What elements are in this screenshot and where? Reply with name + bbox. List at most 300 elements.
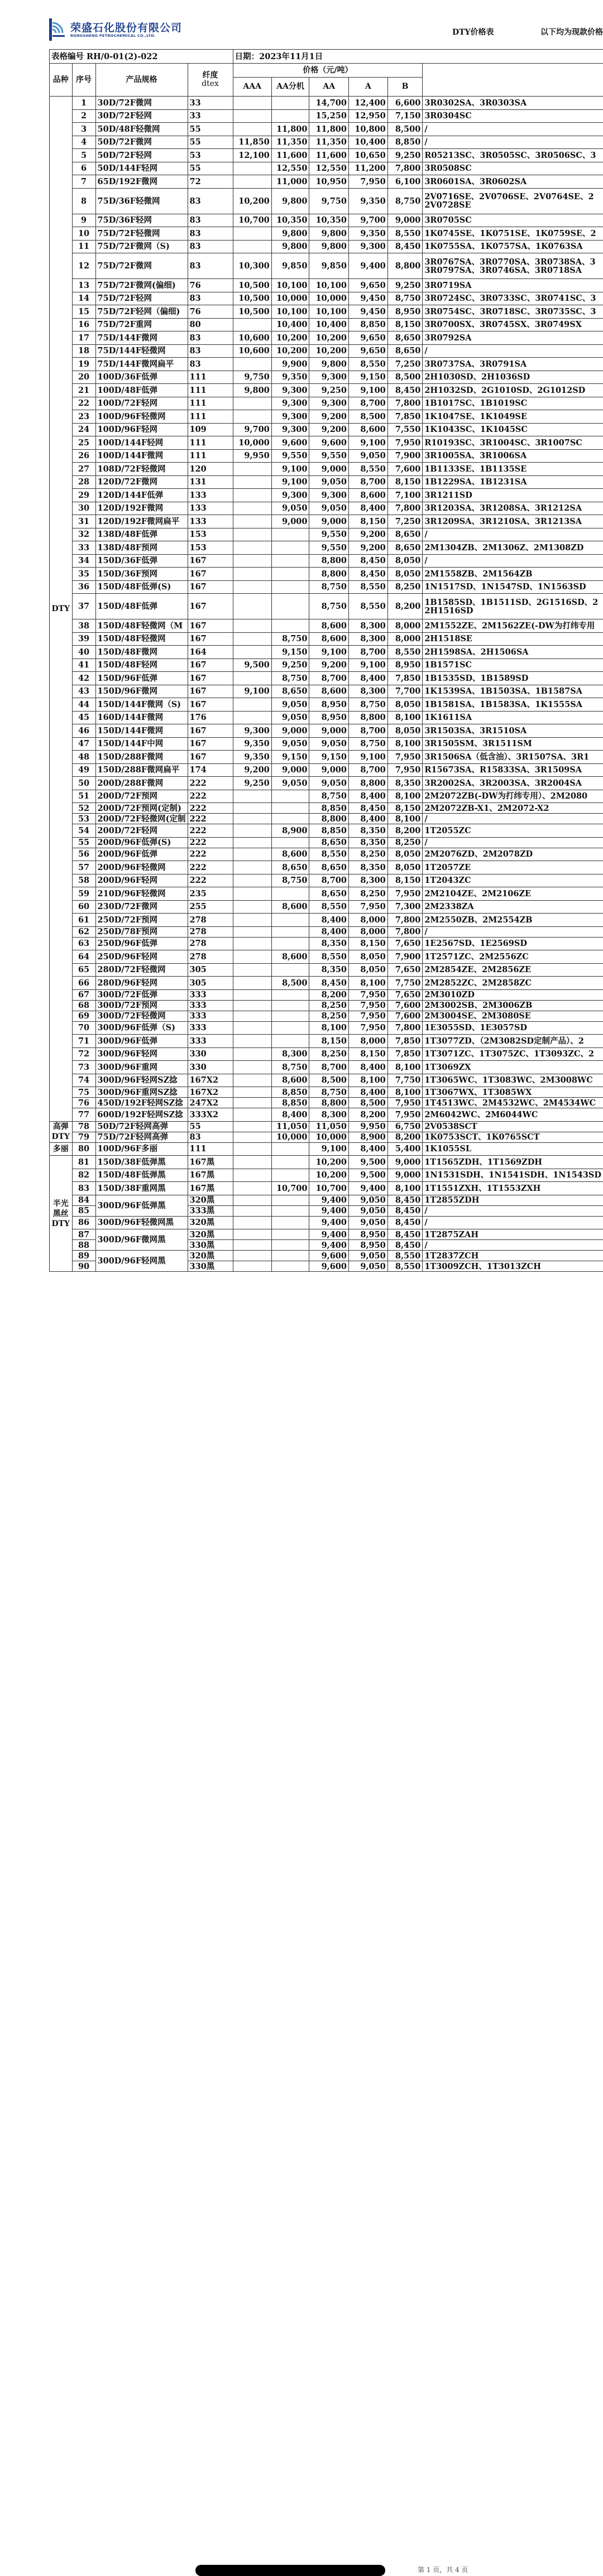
row-dtex: 55 [188,162,233,175]
price-a: 9,400 [348,253,387,279]
row-seq: 68 [72,1000,95,1011]
product-codes-line: 3R0737SA、3R0791SA [424,360,601,368]
price-b: 8,550 [387,1251,423,1261]
row-seq: 58 [72,874,95,887]
row-spec: 120D/72F微网 [95,475,188,489]
row-seq: 74 [72,1074,95,1087]
header-dtex-cn: 纤度 [203,71,218,80]
row-dtex: 278 [188,914,233,927]
row-dtex: 305 [188,977,233,990]
price-aa: 9,000 [309,463,349,476]
row-seq: 81 [72,1156,95,1169]
row-dtex: 164 [188,646,233,659]
price-a: 8,400 [348,1061,387,1074]
table-row [50,837,603,848]
product-codes-line: 3R1005SA、3R1006SA [424,451,601,460]
price-a: 7,950 [348,989,387,1000]
price-aaa: 10,700 [233,214,271,227]
price-aa: 11,350 [309,136,349,149]
price-aa-split: 10,100 [271,305,309,319]
price-a: 8,950 [348,1229,387,1240]
row-dtex: 278 [188,950,233,964]
price-aaa [233,123,271,136]
price-aa: 10,100 [309,279,349,292]
row-dtex: 111 [188,436,233,450]
table-row [50,436,603,450]
price-aa: 9,300 [309,397,349,410]
price-b: 7,300 [387,900,423,914]
price-b: 7,750 [387,1074,423,1087]
table-row [50,950,603,964]
price-b: 8,650 [387,528,423,541]
table-row [50,384,603,397]
price-aa: 9,100 [309,646,349,659]
price-a: 8,400 [348,814,387,824]
row-product-codes [423,659,603,672]
product-codes-line: 2M1558ZB、2M1564ZB [424,570,601,578]
variety-group-label: DTY [50,97,73,1122]
table-row [50,977,603,990]
price-b: 8,150 [387,475,423,489]
row-spec: 200D/96F低弹 [95,848,188,861]
price-b: 8,450 [387,1216,423,1229]
row-seq: 52 [72,803,95,814]
row-dtex: 247X2 [188,1098,233,1108]
row-product-codes [423,162,603,175]
price-a: 8,800 [348,711,387,724]
table-row [50,423,603,436]
price-aaa [233,515,271,528]
price-aaa [233,1061,271,1074]
document-note: 以下均为现款价格 [540,26,603,37]
price-aa: 8,850 [309,803,349,814]
row-product-codes [423,515,603,528]
price-b: 7,800 [387,502,423,515]
price-aa: 9,850 [309,253,349,279]
row-spec: 100D/36F低弹 [95,371,188,384]
row-seq: 82 [72,1169,95,1182]
price-b: 9,250 [387,279,423,292]
price-aaa [233,1000,271,1011]
row-dtex: 120 [188,463,233,476]
price-a: 8,700 [348,763,387,777]
price-b: 8,800 [387,253,423,279]
price-aaa [233,318,271,331]
row-product-codes [423,1035,603,1048]
price-b: 8,050 [387,698,423,712]
row-dtex: 83 [188,253,233,279]
header-grade-aaa: AAA [233,78,271,97]
price-b: 8,050 [387,554,423,568]
row-spec: 200D/72F预网(定制) [95,803,188,814]
table-row [50,1061,603,1074]
price-aa-split: 9,800 [271,227,309,241]
row-spec: 120D/144F低弹 [95,489,188,502]
price-aaa: 11,850 [233,136,271,149]
row-product-codes [423,824,603,838]
row-spec: 200D/72F预网 [95,790,188,803]
price-aaa: 10,500 [233,305,271,319]
row-dtex: 167 [188,737,233,751]
row-product-codes [423,149,603,162]
row-seq: 88 [72,1240,95,1251]
product-codes-line: 2V0538SCT [424,1122,601,1131]
price-aa-split: 8,750 [271,672,309,685]
row-seq: 72 [72,1047,95,1061]
row-spec: 50D/144F轻网 [95,162,188,175]
price-aa-split [271,554,309,568]
row-spec: 75D/72F轻网（偏细) [95,305,188,319]
row-seq: 85 [72,1205,95,1216]
row-seq: 86 [72,1216,95,1229]
product-codes-line: 2M2072ZB-X1、2M2072-X2 [424,804,601,813]
price-aa: 8,800 [309,1098,349,1108]
price-a: 8,350 [348,824,387,838]
row-spec: 138D/48F低弹 [95,528,188,541]
price-aa-split: 9,000 [271,724,309,738]
table-row [50,554,603,568]
row-seq: 60 [72,900,95,914]
product-codes-line: 2M2104ZE、2M2106ZE [424,890,601,898]
product-codes-line: 1T3069ZX [424,1063,601,1071]
price-b: 8,450 [387,1240,423,1251]
price-aa-split [271,1169,309,1182]
price-aaa [233,1132,271,1142]
row-product-codes [423,1108,603,1122]
price-aaa [233,240,271,253]
price-aaa [233,1182,271,1195]
price-aa-split: 8,600 [271,848,309,861]
row-dtex: 222 [188,848,233,861]
row-dtex: 83 [188,358,233,371]
table-row [50,305,603,319]
row-dtex: 167X2 [188,1074,233,1087]
price-aa: 8,250 [309,1000,349,1011]
price-aa-split: 9,350 [271,371,309,384]
table-row [50,672,603,685]
price-b: 8,050 [387,848,423,861]
row-seq: 51 [72,790,95,803]
row-product-codes [423,803,603,814]
header-seq: 序号 [72,64,95,97]
price-aa: 8,250 [309,1011,349,1021]
row-dtex: 167X2 [188,1087,233,1098]
price-aa: 8,100 [309,1021,349,1035]
header-dtex-unit: dtex [202,79,219,88]
price-aa: 9,300 [309,489,349,502]
row-spec: 200D/96F轻网 [95,874,188,887]
row-dtex: 167 [188,619,233,633]
price-aa-split: 8,600 [271,950,309,964]
price-a: 8,300 [348,619,387,633]
table-row [50,1121,603,1132]
row-spec: 150D/48F低弹 [95,594,188,619]
price-a: 8,700 [348,646,387,659]
row-seq: 59 [72,887,95,901]
row-spec: 75D/36F轻微网 [95,188,188,214]
price-aaa [233,672,271,685]
price-aa-split: 9,300 [271,410,309,424]
price-aaa [233,1261,271,1272]
row-seq: 65 [72,963,95,977]
price-a: 9,450 [348,292,387,305]
row-dtex: 167 [188,672,233,685]
price-aa: 15,250 [309,109,349,123]
row-dtex: 176 [188,711,233,724]
row-spec: 150D/144F微网 [95,724,188,738]
price-aa: 9,600 [309,1251,349,1261]
row-spec: 300D/96F重网 [95,1061,188,1074]
product-codes-line: 1T3009ZCH、1T3013ZCH [424,1262,601,1271]
table-row [50,1087,603,1098]
price-aa-split: 9,850 [271,253,309,279]
price-a: 9,950 [348,1121,387,1132]
price-aa: 8,800 [309,814,349,824]
row-product-codes [423,724,603,738]
price-aa: 8,850 [309,824,349,838]
row-product-codes [423,371,603,384]
price-aa-split: 9,900 [271,358,309,371]
price-aa: 8,350 [309,963,349,977]
price-b: 8,200 [387,594,423,619]
price-aa-split [271,594,309,619]
price-aa-split: 10,000 [271,292,309,305]
header-variety: 品种 [50,64,73,97]
price-a: 9,100 [348,436,387,450]
table-row [50,580,603,594]
price-b: 8,450 [387,1195,423,1205]
row-dtex: 222 [188,814,233,824]
row-dtex: 320黑 [188,1251,233,1261]
price-b: 8,750 [387,292,423,305]
row-seq: 48 [72,751,95,764]
row-dtex: 83 [188,240,233,253]
table-row [50,1156,603,1169]
table-row [50,814,603,824]
row-spec: 100D/48F低弹 [95,384,188,397]
price-aaa [233,1251,271,1261]
product-codes-line: 1K1539SA、1B1503SA、1B1587SA [424,687,601,695]
row-product-codes [423,1205,603,1216]
table-row [50,659,603,672]
product-codes-line: 3R1506SA（低含油）、3R1507SA、3R1 [424,753,601,761]
row-product-codes [423,685,603,698]
price-a: 8,500 [348,1098,387,1108]
price-b: 7,850 [387,1035,423,1048]
price-aa: 9,400 [309,1240,349,1251]
product-codes-line: 2H1516SD [424,607,601,615]
price-aaa [233,1156,271,1169]
row-product-codes [423,790,603,803]
variety-group-label: 高弹DTY [50,1121,73,1142]
price-b: 8,450 [387,1205,423,1216]
row-seq: 12 [72,253,95,279]
price-a: 7,950 [348,1011,387,1021]
price-aa-split: 9,800 [271,188,309,214]
row-product-codes [423,475,603,489]
price-aa-split [271,803,309,814]
row-product-codes [423,358,603,371]
price-b: 7,250 [387,358,423,371]
product-codes-line: / [424,815,601,823]
row-product-codes [423,1156,603,1169]
price-aa-split: 8,500 [271,977,309,990]
table-row [50,619,603,633]
table-row [50,1108,603,1122]
row-spec: 150D/144F中网 [95,737,188,751]
price-aa: 9,200 [309,410,349,424]
price-aaa [233,1142,271,1156]
price-aaa: 9,250 [233,777,271,790]
price-aaa [233,698,271,712]
table-row [50,777,603,790]
row-seq: 70 [72,1021,95,1035]
price-aa-split: 8,400 [271,1108,309,1122]
row-seq: 31 [72,515,95,528]
price-aa: 8,800 [309,568,349,581]
row-dtex: 222 [188,861,233,874]
row-spec: 100D/144F轻网 [95,436,188,450]
table-row [50,175,603,189]
row-seq: 28 [72,475,95,489]
price-aa: 10,200 [309,344,349,358]
row-seq: 24 [72,423,95,436]
row-seq: 19 [72,358,95,371]
price-aa: 8,150 [309,1035,349,1048]
table-row [50,685,603,698]
table-row [50,763,603,777]
table-row [50,1000,603,1011]
row-spec: 200D/96F低弹(S) [95,837,188,848]
row-seq: 30 [72,502,95,515]
table-row [50,887,603,901]
table-row [50,240,603,253]
price-aa: 8,550 [309,848,349,861]
price-aaa [233,1240,271,1251]
row-dtex: 255 [188,900,233,914]
price-b: 8,000 [387,619,423,633]
row-product-codes [423,292,603,305]
price-a: 8,600 [348,489,387,502]
price-b: 7,650 [387,937,423,950]
price-aa-split [271,963,309,977]
price-aa: 10,950 [309,175,349,189]
price-aaa: 12,100 [233,149,271,162]
price-aa: 9,100 [309,1142,349,1156]
price-aa-split: 9,800 [271,240,309,253]
row-dtex: 111 [188,371,233,384]
price-b: 9,000 [387,214,423,227]
price-aa-split: 8,850 [271,1087,309,1098]
table-row [50,594,603,619]
row-dtex: 80 [188,318,233,331]
row-product-codes [423,1169,603,1182]
price-aa-split: 9,300 [271,489,309,502]
row-seq: 54 [72,824,95,838]
row-dtex: 333 [188,1000,233,1011]
product-codes-line: 1K0755SA、1K0757SA、1K0763SA [424,242,601,251]
price-b: 8,250 [387,837,423,848]
price-b: 8,150 [387,318,423,331]
row-dtex: 133 [188,515,233,528]
price-a: 9,050 [348,1261,387,1272]
price-b: 7,950 [387,751,423,764]
price-aa: 9,600 [309,436,349,450]
table-row [50,1132,603,1142]
price-aaa [233,489,271,502]
table-row [50,489,603,502]
product-codes-line: 2V0728SE [424,201,601,209]
row-dtex: 167 [188,568,233,581]
row-dtex: 222 [188,803,233,814]
product-codes-line: 1T2055ZC [424,826,601,835]
price-b: 8,350 [387,777,423,790]
row-seq: 40 [72,646,95,659]
table-row [50,1169,603,1182]
price-aa-split [271,1011,309,1021]
table-row [50,632,603,646]
price-aa-split: 10,200 [271,344,309,358]
footer [0,1281,603,1298]
table-row [50,926,603,937]
row-dtex: 235 [188,887,233,901]
price-aa-split: 10,100 [271,279,309,292]
home-indicator-bar[interactable] [195,2565,385,2576]
price-aa: 9,200 [309,423,349,436]
price-a: 8,550 [348,463,387,476]
row-product-codes [423,1098,603,1108]
price-aa: 8,600 [309,632,349,646]
row-spec: 150D/48F轻微网 [95,632,188,646]
price-aa: 14,700 [309,97,349,110]
price-aa-split: 9,300 [271,384,309,397]
price-aaa [233,97,271,110]
row-spec: 108D/72F轻微网 [95,463,188,476]
row-dtex: 111 [188,397,233,410]
row-spec: 150D/48F轻微网（M [95,619,188,633]
price-a: 8,050 [348,950,387,964]
row-product-codes [423,848,603,861]
price-aaa: 9,700 [233,423,271,436]
product-codes-line: 1T3071ZC、1T3075ZC、1T3093ZC、2 [424,1050,601,1058]
price-aa: 12,550 [309,162,349,175]
product-codes-line: 1B1017SC、1B1019SC [424,399,601,407]
product-codes-line: 1T2875ZAH [424,1231,601,1239]
row-spec: 280D/96F轻网 [95,977,188,990]
row-product-codes [423,109,603,123]
price-aa: 9,300 [309,371,349,384]
price-aa: 9,400 [309,1229,349,1240]
product-codes-line: 3R0719SA [424,281,601,290]
row-dtex: 222 [188,837,233,848]
product-codes-line: 2M2854ZE、2M2856ZE [424,965,601,974]
price-aa-split: 11,600 [271,149,309,162]
row-spec: 300D/72F轻微网 [95,1011,188,1021]
price-a: 12,400 [348,97,387,110]
row-spec: 200D/72F轻网 [95,824,188,838]
product-codes-line: 3R0601SA、3R0602SA [424,177,601,186]
form-number: 表格编号 RH/0-01(2)-022 [50,50,233,64]
product-codes-line: 2M2550ZB、2M2554ZB [424,916,601,924]
price-b: 7,700 [387,685,423,698]
row-seq: 29 [72,489,95,502]
price-aa-split [271,1021,309,1035]
price-aaa: 9,950 [233,449,271,463]
row-seq: 23 [72,410,95,424]
product-codes-line: 3R0304SC [424,112,601,120]
row-dtex: 33 [188,109,233,123]
price-aa-split [271,1195,309,1205]
